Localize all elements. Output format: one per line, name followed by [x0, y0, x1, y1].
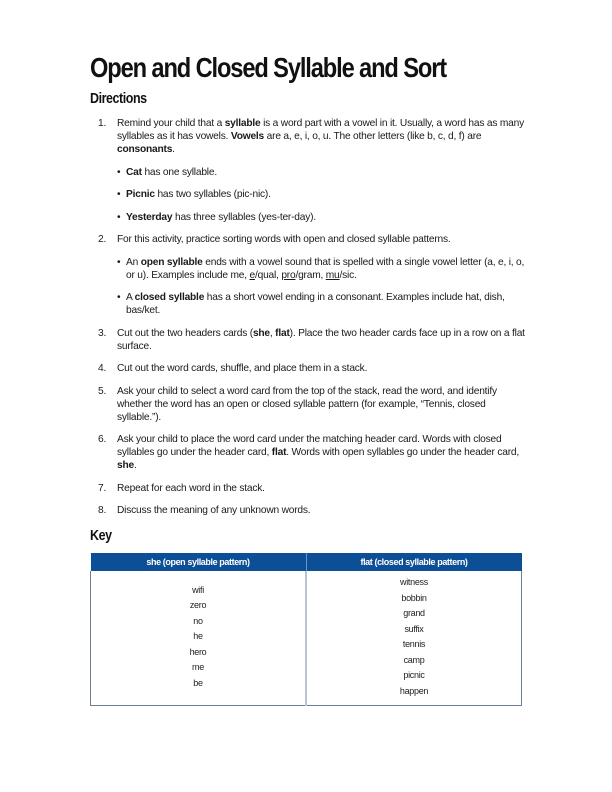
direction-step: [90, 385, 530, 424]
step-number: 8.: [98, 505, 107, 516]
direction-step: [90, 482, 530, 495]
step-number: 4.: [98, 363, 107, 374]
direction-step: [90, 233, 530, 317]
direction-step: [90, 117, 530, 224]
key-word: be: [193, 677, 203, 688]
key-word: grand: [403, 608, 425, 618]
text-run: are a, e, i, o, u. The other letters (like b, c, d, f) are: [264, 131, 482, 142]
key-body-row: [91, 571, 522, 706]
text-run: For this activity, practice sorting words with open and closed syllable patterns.: [117, 234, 451, 245]
open-syllable-words: [91, 571, 307, 706]
bold-term: closed syllable: [134, 292, 205, 303]
step-text: [117, 505, 310, 516]
step-text: [117, 386, 497, 423]
step-number: 7.: [98, 482, 107, 494]
key-word: no: [193, 615, 203, 626]
text-run: Ask your child to place the word card under the matching header card. Words with closed syllables go under the header card,: [117, 434, 502, 458]
text-run: /gram,: [295, 269, 326, 281]
step-bullets: [117, 256, 530, 318]
text-run: ends with a vowel sound that is spelled with a single vowel letter (a, e, i, o, or u). Examples include me,: [126, 256, 525, 281]
bold-term: open syllable: [140, 256, 203, 268]
underlined-syllable: pro: [281, 269, 296, 281]
key-word: witness: [400, 577, 428, 587]
text-run: . Words with open syllables go under the header card,: [286, 447, 519, 458]
text-run: .: [172, 144, 175, 155]
step-number: 2.: [98, 234, 107, 245]
bold-term: consonants: [117, 144, 173, 155]
text-run: Remind your child that a: [117, 118, 225, 129]
bold-term: Yesterday: [126, 211, 173, 223]
step-number: 6.: [98, 434, 107, 445]
step-number: 5.: [98, 385, 107, 397]
step-text: [117, 118, 524, 155]
key-header-closed: flat (closed syllable pattern): [306, 553, 522, 571]
key-word: suffix: [404, 623, 424, 634]
key-word: hero: [189, 646, 207, 657]
bold-term: Picnic: [126, 189, 155, 200]
text-run: Repeat for each word in the stack.: [117, 482, 265, 494]
text-run: Cut out the two headers cards (: [117, 327, 253, 339]
direction-step: [90, 362, 530, 375]
bold-term: flat: [271, 447, 287, 458]
closed-syllable-words: [306, 571, 522, 706]
bullet-item: [117, 188, 530, 201]
bold-term: she: [252, 327, 270, 339]
text-run: has two syllables (pic-nic).: [154, 189, 271, 200]
text-run: ,: [269, 327, 276, 339]
directions-heading: Directions: [90, 91, 147, 107]
direction-step: [90, 327, 530, 353]
answer-key-table: [90, 553, 522, 706]
directions-list: [90, 117, 530, 527]
text-run: A: [126, 292, 135, 303]
key-word: zero: [189, 600, 207, 611]
step-text: [117, 483, 265, 494]
step-bullets: [117, 166, 530, 224]
bold-term: Vowels: [230, 131, 265, 142]
bold-term: she: [117, 460, 134, 471]
key-heading: Key: [90, 528, 112, 544]
text-run: is a word part with a vowel in it. Usually, a word has as many syllables as it has vowels.: [117, 118, 524, 142]
direction-step: [90, 504, 530, 517]
key-word: bobbin: [401, 592, 427, 603]
bold-term: syllable: [224, 118, 261, 129]
text-run: ). Place the two header cards face up in a row on a flat surface.: [117, 327, 525, 352]
text-run: has three syllables (yes-ter-day).: [172, 211, 316, 223]
text-run: /qual,: [254, 269, 282, 281]
underlined-syllable: mu: [325, 269, 340, 281]
text-run: An: [126, 256, 141, 268]
text-run: has a short vowel ending in a consonant. Examples include hat, dish, bas/ket.: [126, 292, 505, 316]
key-word: wifi: [192, 584, 204, 595]
step-text: [117, 363, 367, 374]
text-run: Cut out the word cards, shuffle, and place them in a stack.: [117, 363, 368, 374]
page-title: Open and Closed Syllable and Sort: [90, 52, 447, 83]
text-run: has one syllable.: [141, 166, 217, 178]
key-header-row: [91, 553, 522, 571]
bold-term: Cat: [126, 166, 142, 178]
step-number: 1.: [98, 118, 107, 129]
step-number: 3.: [98, 327, 107, 339]
text-run: .: [133, 460, 137, 471]
underlined-syllable: e: [249, 269, 255, 281]
key-word: tennis: [402, 639, 426, 649]
step-text: [117, 328, 525, 352]
key-word: picnic: [403, 670, 425, 680]
text-run: Ask your child to select a word card from the top of the stack, read the word, and identify whether the word has an open or closed syllable pattern (for example, “Tennis, closed syllable.”).: [117, 385, 497, 423]
bullet-item: [117, 211, 530, 224]
bullet-item: [117, 166, 530, 179]
key-word: he: [193, 631, 203, 642]
direction-step: [90, 433, 530, 472]
key-word: me: [192, 662, 204, 673]
bold-term: flat: [275, 327, 290, 339]
text-run: Discuss the meaning of any unknown words.: [117, 505, 311, 516]
key-word: happen: [399, 685, 429, 696]
key-header-open: she (open syllable pattern): [91, 553, 307, 571]
step-text: [117, 234, 451, 245]
bullet-item: [117, 256, 530, 282]
bullet-item: [117, 291, 530, 317]
text-run: /sic.: [339, 269, 357, 281]
key-word: camp: [403, 654, 425, 665]
step-text: [117, 434, 519, 471]
